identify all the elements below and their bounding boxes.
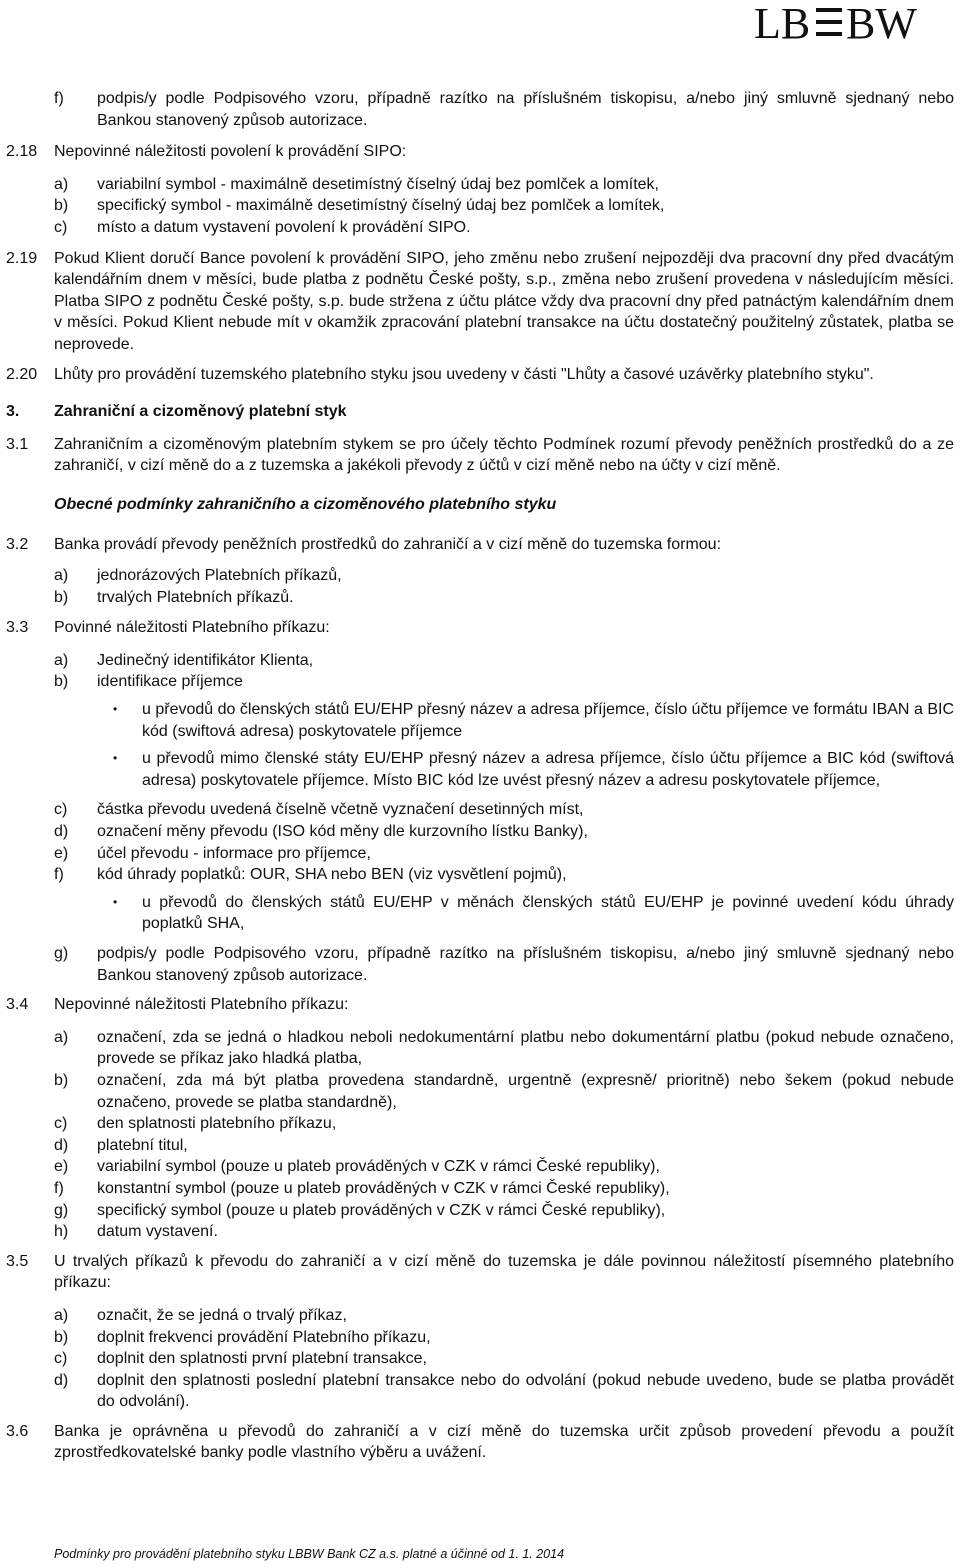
bullet-icon: • xyxy=(113,702,118,717)
item-label: g) xyxy=(54,1201,69,1219)
item-text: podpis/y podle Podpisového vzoru, případně razítko na příslušném tiskopisu, a/nebo jiný smluvně sjednaný nebo Bankou stanovený způsob autorizace. xyxy=(97,945,954,984)
item-text: kód úhrady poplatků: OUR, SHA nebo BEN (viz vysvětlení pojmů), xyxy=(97,866,567,884)
clause-number: 2.20 xyxy=(6,365,38,383)
item-text: konstantní symbol (pouze u plateb prováděných v CZK v rámci České republiky), xyxy=(97,1179,670,1197)
item-text: variabilní symbol (pouze u plateb prováděných v CZK v rámci České republiky), xyxy=(97,1158,660,1176)
clause-3-6 xyxy=(0,1421,960,1464)
item-text: specifický symbol (pouze u plateb prováděných v CZK v rámci České republiky), xyxy=(97,1201,666,1219)
item-text: podpis/y podle Podpisového vzoru, případně razítko na příslušném tiskopisu, a/nebo jiný smluvně sjednaný nebo Bankou stanovený způsob autorizace. xyxy=(97,90,954,129)
list-item xyxy=(54,217,954,239)
clause-text: Banka je oprávněna u převodů do zahraničí a v cizí měně do tuzemska určit způsob provedení převodu a použít zprostředkovatelské banky podle vlastního výběru a uvážení. xyxy=(54,1422,954,1462)
clause-number: 2.19 xyxy=(6,249,38,267)
item-text: trvalých Platebních příkazů. xyxy=(97,588,294,606)
subheading-text: Obecné podmínky zahraničního a cizoměnového platebního styku xyxy=(54,495,557,513)
item-text: Jedinečný identifikátor Klienta, xyxy=(97,651,314,669)
section-3-heading xyxy=(0,401,960,423)
list-item xyxy=(54,1070,954,1113)
list-item xyxy=(54,1370,954,1413)
list-item xyxy=(54,1200,954,1222)
clause-3-3 xyxy=(0,617,960,986)
list-item xyxy=(54,88,954,131)
item-label: g) xyxy=(54,945,69,962)
item-label: c) xyxy=(54,801,68,819)
item-label: a) xyxy=(54,1028,69,1046)
lbbw-logo xyxy=(754,2,954,42)
item-label: b) xyxy=(54,1328,69,1346)
item-label: b) xyxy=(54,673,69,691)
item-label: h) xyxy=(54,1223,69,1241)
clause-continuation xyxy=(0,88,960,131)
item-text: označení měny převodu (ISO kód měny dle kurzovního lístku Banky), xyxy=(97,823,588,841)
list-item xyxy=(54,1113,954,1135)
bullet-item xyxy=(97,892,954,935)
clause-number: 3.5 xyxy=(6,1252,29,1270)
bullet-text: u převodů mimo členské státy EU/EHP přesný název a adresa příjemce, číslo účtu příjemce a BIC kód (swiftová adresa) poskytovatele příjemce. Místo BIC kód lze uvést přesný název a adresu poskytovatele příjemce, xyxy=(142,750,954,789)
item-label: a) xyxy=(54,1306,69,1324)
item-text: označení, zda má být platba provedena standardně, urgentně (expresně/ prioritně) nebo šekem (pokud nebude označeno, provede se platba standardně), xyxy=(97,1071,954,1111)
list-item xyxy=(54,1221,954,1243)
clause-text: Lhůty pro provádění tuzemského platebního styku jsou uvedeny v části "Lhůty a časové uzávěrky platebního styku". xyxy=(54,365,874,383)
bullet-text: u převodů do členských států EU/EHP v měnách členských států EU/EHP je povinné uvedení kódu úhrady poplatků SHA, xyxy=(142,893,954,933)
section-title: Zahraniční a cizoměnový platební styk xyxy=(54,403,347,421)
clause-text: Nepovinné náležitosti povolení k provádění SIPO: xyxy=(54,143,407,161)
list-item xyxy=(54,943,954,986)
item-label: e) xyxy=(54,844,69,862)
list-item xyxy=(54,1156,954,1178)
list-item xyxy=(54,864,954,886)
item-text: označení, zda se jedná o hladkou neboli nedokumentární platbu nebo dokumentární platbu (pokud nebude označeno, provede se příkaz jako hladká platba, xyxy=(97,1028,954,1068)
item-label: c) xyxy=(54,1350,68,1368)
svg-text:BW: BW xyxy=(846,2,917,42)
list-item xyxy=(54,1327,954,1349)
list-item xyxy=(54,174,954,196)
item-label: d) xyxy=(54,1371,69,1389)
bullet-icon: • xyxy=(113,751,118,766)
svg-text:LB: LB xyxy=(754,2,811,42)
page-footer: Podmínky pro provádění platebního styku LBBW Bank CZ a.s. platné a účinné od 1. 1. 2014 xyxy=(54,1547,565,1561)
list-item xyxy=(54,587,954,609)
item-text: částka převodu uvedená číselně včetně vyznačení desetinných míst, xyxy=(97,801,584,819)
list-item xyxy=(54,650,954,672)
list-item xyxy=(54,1178,954,1200)
item-label: f) xyxy=(54,866,64,884)
clause-number: 3.3 xyxy=(6,619,29,637)
list-item xyxy=(54,1348,954,1370)
list-item xyxy=(54,843,954,865)
document-body xyxy=(0,88,960,1464)
clause-text: Nepovinné náležitosti Platebního příkazu: xyxy=(54,996,349,1014)
subheading xyxy=(0,494,960,516)
item-text: označit, že se jedná o trvalý příkaz, xyxy=(97,1306,347,1324)
list-item xyxy=(54,195,954,217)
item-text: účel převodu - informace pro příjemce, xyxy=(97,844,371,862)
bullet-item xyxy=(97,748,954,791)
list-item xyxy=(54,1135,954,1157)
item-label: a) xyxy=(54,567,69,585)
item-text: doplnit den splatnosti poslední platební transakce nebo do odvolání (pokud nebude uvedeno, bude se platba provádět do odvolání). xyxy=(97,1371,954,1411)
clause-number: 3.1 xyxy=(6,435,29,453)
clause-3-5 xyxy=(0,1251,960,1413)
item-label: b) xyxy=(54,197,69,215)
list-item xyxy=(54,821,954,843)
bullet-item xyxy=(97,699,954,742)
list-item xyxy=(54,671,954,693)
section-number: 3. xyxy=(6,403,20,421)
item-text: jednorázových Platebních příkazů, xyxy=(97,567,342,585)
item-label: f) xyxy=(54,90,64,107)
clause-number: 3.2 xyxy=(6,535,29,553)
item-text: datum vystavení. xyxy=(97,1223,218,1241)
item-label: a) xyxy=(54,651,69,669)
item-label: a) xyxy=(54,175,69,193)
clause-number: 3.6 xyxy=(6,1422,29,1440)
item-label: c) xyxy=(54,218,68,236)
item-label: f) xyxy=(54,1179,64,1197)
clause-3-2 xyxy=(0,534,960,609)
item-label: b) xyxy=(54,588,69,606)
list-item xyxy=(54,1305,954,1327)
clause-number: 3.4 xyxy=(6,996,29,1014)
clause-text: Banka provádí převody peněžních prostředků do zahraničí a v cizí měně do tuzemska formou: xyxy=(54,535,722,553)
clause-3-1 xyxy=(0,434,960,477)
list-item xyxy=(54,799,954,821)
bullet-text: u převodů do členských států EU/EHP přesný název a adresa příjemce, číslo účtu příjemce ve formátu IBAN a BIC kód (swiftová adresa) poskytovatele příjemce xyxy=(142,701,954,740)
clause-text: Povinné náležitosti Platebního příkazu: xyxy=(54,619,330,637)
item-text: variabilní symbol - maximálně desetimístný číselný údaj bez pomlček a lomítek, xyxy=(97,175,659,193)
item-label: d) xyxy=(54,823,69,841)
item-text: den splatnosti platebního příkazu, xyxy=(97,1115,337,1133)
item-text: místo a datum vystavení povolení k provádění SIPO. xyxy=(97,218,471,236)
item-label: b) xyxy=(54,1071,69,1089)
item-text: doplnit den splatnosti první platební transakce, xyxy=(97,1350,427,1368)
item-label: e) xyxy=(54,1158,69,1176)
clause-3-4 xyxy=(0,994,960,1243)
item-text: doplnit frekvenci provádění Platebního příkazu, xyxy=(97,1328,431,1346)
list-item xyxy=(54,1027,954,1070)
item-label: c) xyxy=(54,1115,68,1133)
clause-number: 2.18 xyxy=(6,143,38,161)
clause-text: U trvalých příkazů k převodu do zahraničí a v cizí měně do tuzemska je dále povinnou náležitostí písemného platebního příkazu: xyxy=(54,1252,954,1292)
bullet-icon: • xyxy=(113,894,118,909)
item-text: specifický symbol - maximálně desetimístný číselný údaj bez pomlček a lomítek, xyxy=(97,197,665,215)
clause-text: Zahraničním a cizoměnovým platebním stykem se pro účely těchto Podmínek rozumí převody peněžních prostředků do a ze zahraničí, v cizí měně do a z tuzemska a jakékoli převody z účtů v cizí měně nebo na účty v cizí měně. xyxy=(54,435,954,475)
clause-text: Pokud Klient doručí Bance povolení k provádění SIPO, jeho změnu nebo zrušení nejpozději dva pracovní dny před dvacátým kalendářním dnem v měsíci, bude platba z podnětu České pošty, s.p., změna nebo zrušení provedena v následujícím měsíci. Platba SIPO z podnětu České pošty, s.p. bude stržena z účtu plátce vždy dva pracovní dny před patnáctým kalendářním dnem v měsíci. Pokud Klient nebude mít v okamžik zpracování platební transakce na účtu dostatečný použitelný zůstatek, platba se neprovede. xyxy=(54,249,954,353)
item-text: platební titul, xyxy=(97,1136,188,1154)
list-item xyxy=(54,565,954,587)
item-text: identifikace příjemce xyxy=(97,673,243,691)
clause-2-19 xyxy=(0,248,960,356)
clause-2-18 xyxy=(0,141,960,238)
item-label: d) xyxy=(54,1136,69,1154)
clause-2-20 xyxy=(0,364,960,386)
